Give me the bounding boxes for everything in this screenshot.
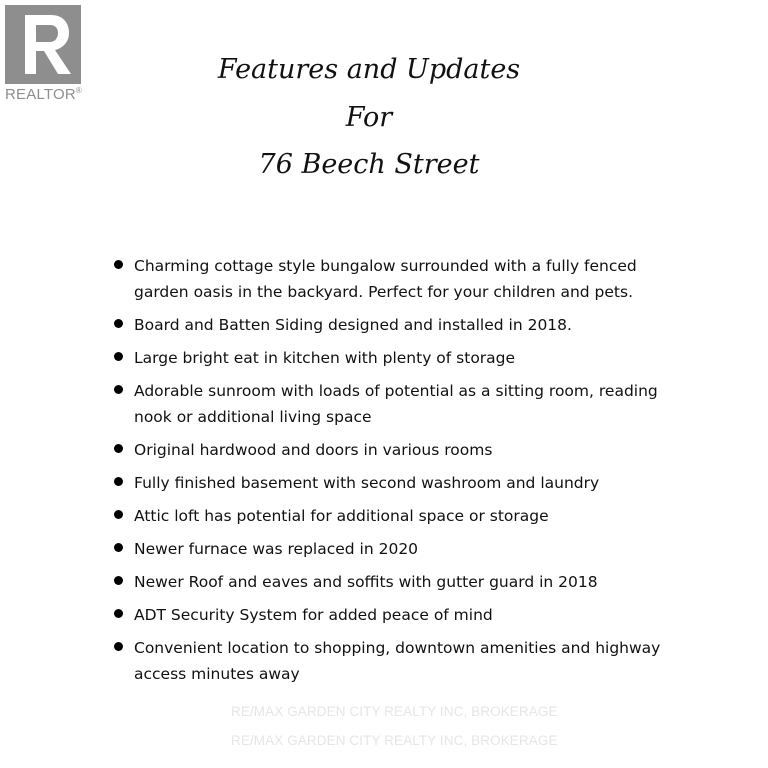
- feature-text: Newer furnace was replaced in 2020: [134, 540, 419, 558]
- feature-text: Large bright eat in kitchen with plenty of storage: [134, 349, 516, 367]
- feature-text: Newer Roof and eaves and soffits with gutter guard in 2018: [134, 573, 598, 591]
- bullet-icon: [114, 260, 123, 269]
- feature-item: [112, 437, 672, 463]
- realtor-logo-text: REALTOR®: [5, 86, 82, 103]
- feature-item: [112, 602, 672, 628]
- bullet-icon: [114, 477, 123, 486]
- feature-item: [112, 503, 672, 529]
- feature-text: Attic loft has potential for additional space or storage: [134, 507, 549, 525]
- bullet-icon: [114, 543, 123, 552]
- bullet-icon: [114, 576, 123, 585]
- feature-item: [112, 253, 672, 305]
- feature-text: Board and Batten Siding designed and installed in 2018.: [134, 316, 572, 334]
- features-list: [112, 253, 672, 694]
- feature-item: [112, 635, 672, 687]
- feature-text: ADT Security System for added peace of mind: [134, 606, 493, 624]
- feature-text: Original hardwood and doors in various rooms: [134, 441, 493, 459]
- bullet-icon: [114, 510, 123, 519]
- feature-text: Adorable sunroom with loads of potential as a sitting room, reading nook or additional living space: [134, 382, 658, 426]
- feature-text: Convenient location to shopping, downtown amenities and highway access minutes away: [134, 639, 661, 683]
- bullet-icon: [114, 444, 123, 453]
- feature-text: Charming cottage style bungalow surrounded with a fully fenced garden oasis in the backyard. Perfect for your children and pets.: [134, 257, 637, 301]
- feature-item: [112, 345, 672, 371]
- feature-item: [112, 569, 672, 595]
- feature-item: [112, 536, 672, 562]
- bullet-icon: [114, 642, 123, 651]
- bullet-icon: [114, 385, 123, 394]
- bullet-icon: [114, 352, 123, 361]
- title-line-1: Features and Updates: [217, 54, 521, 85]
- feature-item: [112, 378, 672, 430]
- brokerage-watermark: RE/MAX GARDEN CITY REALTY INC, BROKERAGE: [231, 704, 558, 719]
- title-line-3: 76 Beech Street: [258, 149, 480, 180]
- brokerage-watermark: RE/MAX GARDEN CITY REALTY INC, BROKERAGE: [231, 733, 558, 748]
- feature-item: [112, 312, 672, 338]
- title-line-2: For: [345, 102, 393, 133]
- bullet-icon: [114, 319, 123, 328]
- feature-text: Fully finished basement with second washroom and laundry: [134, 474, 600, 492]
- bullet-icon: [114, 609, 123, 618]
- feature-item: [112, 470, 672, 496]
